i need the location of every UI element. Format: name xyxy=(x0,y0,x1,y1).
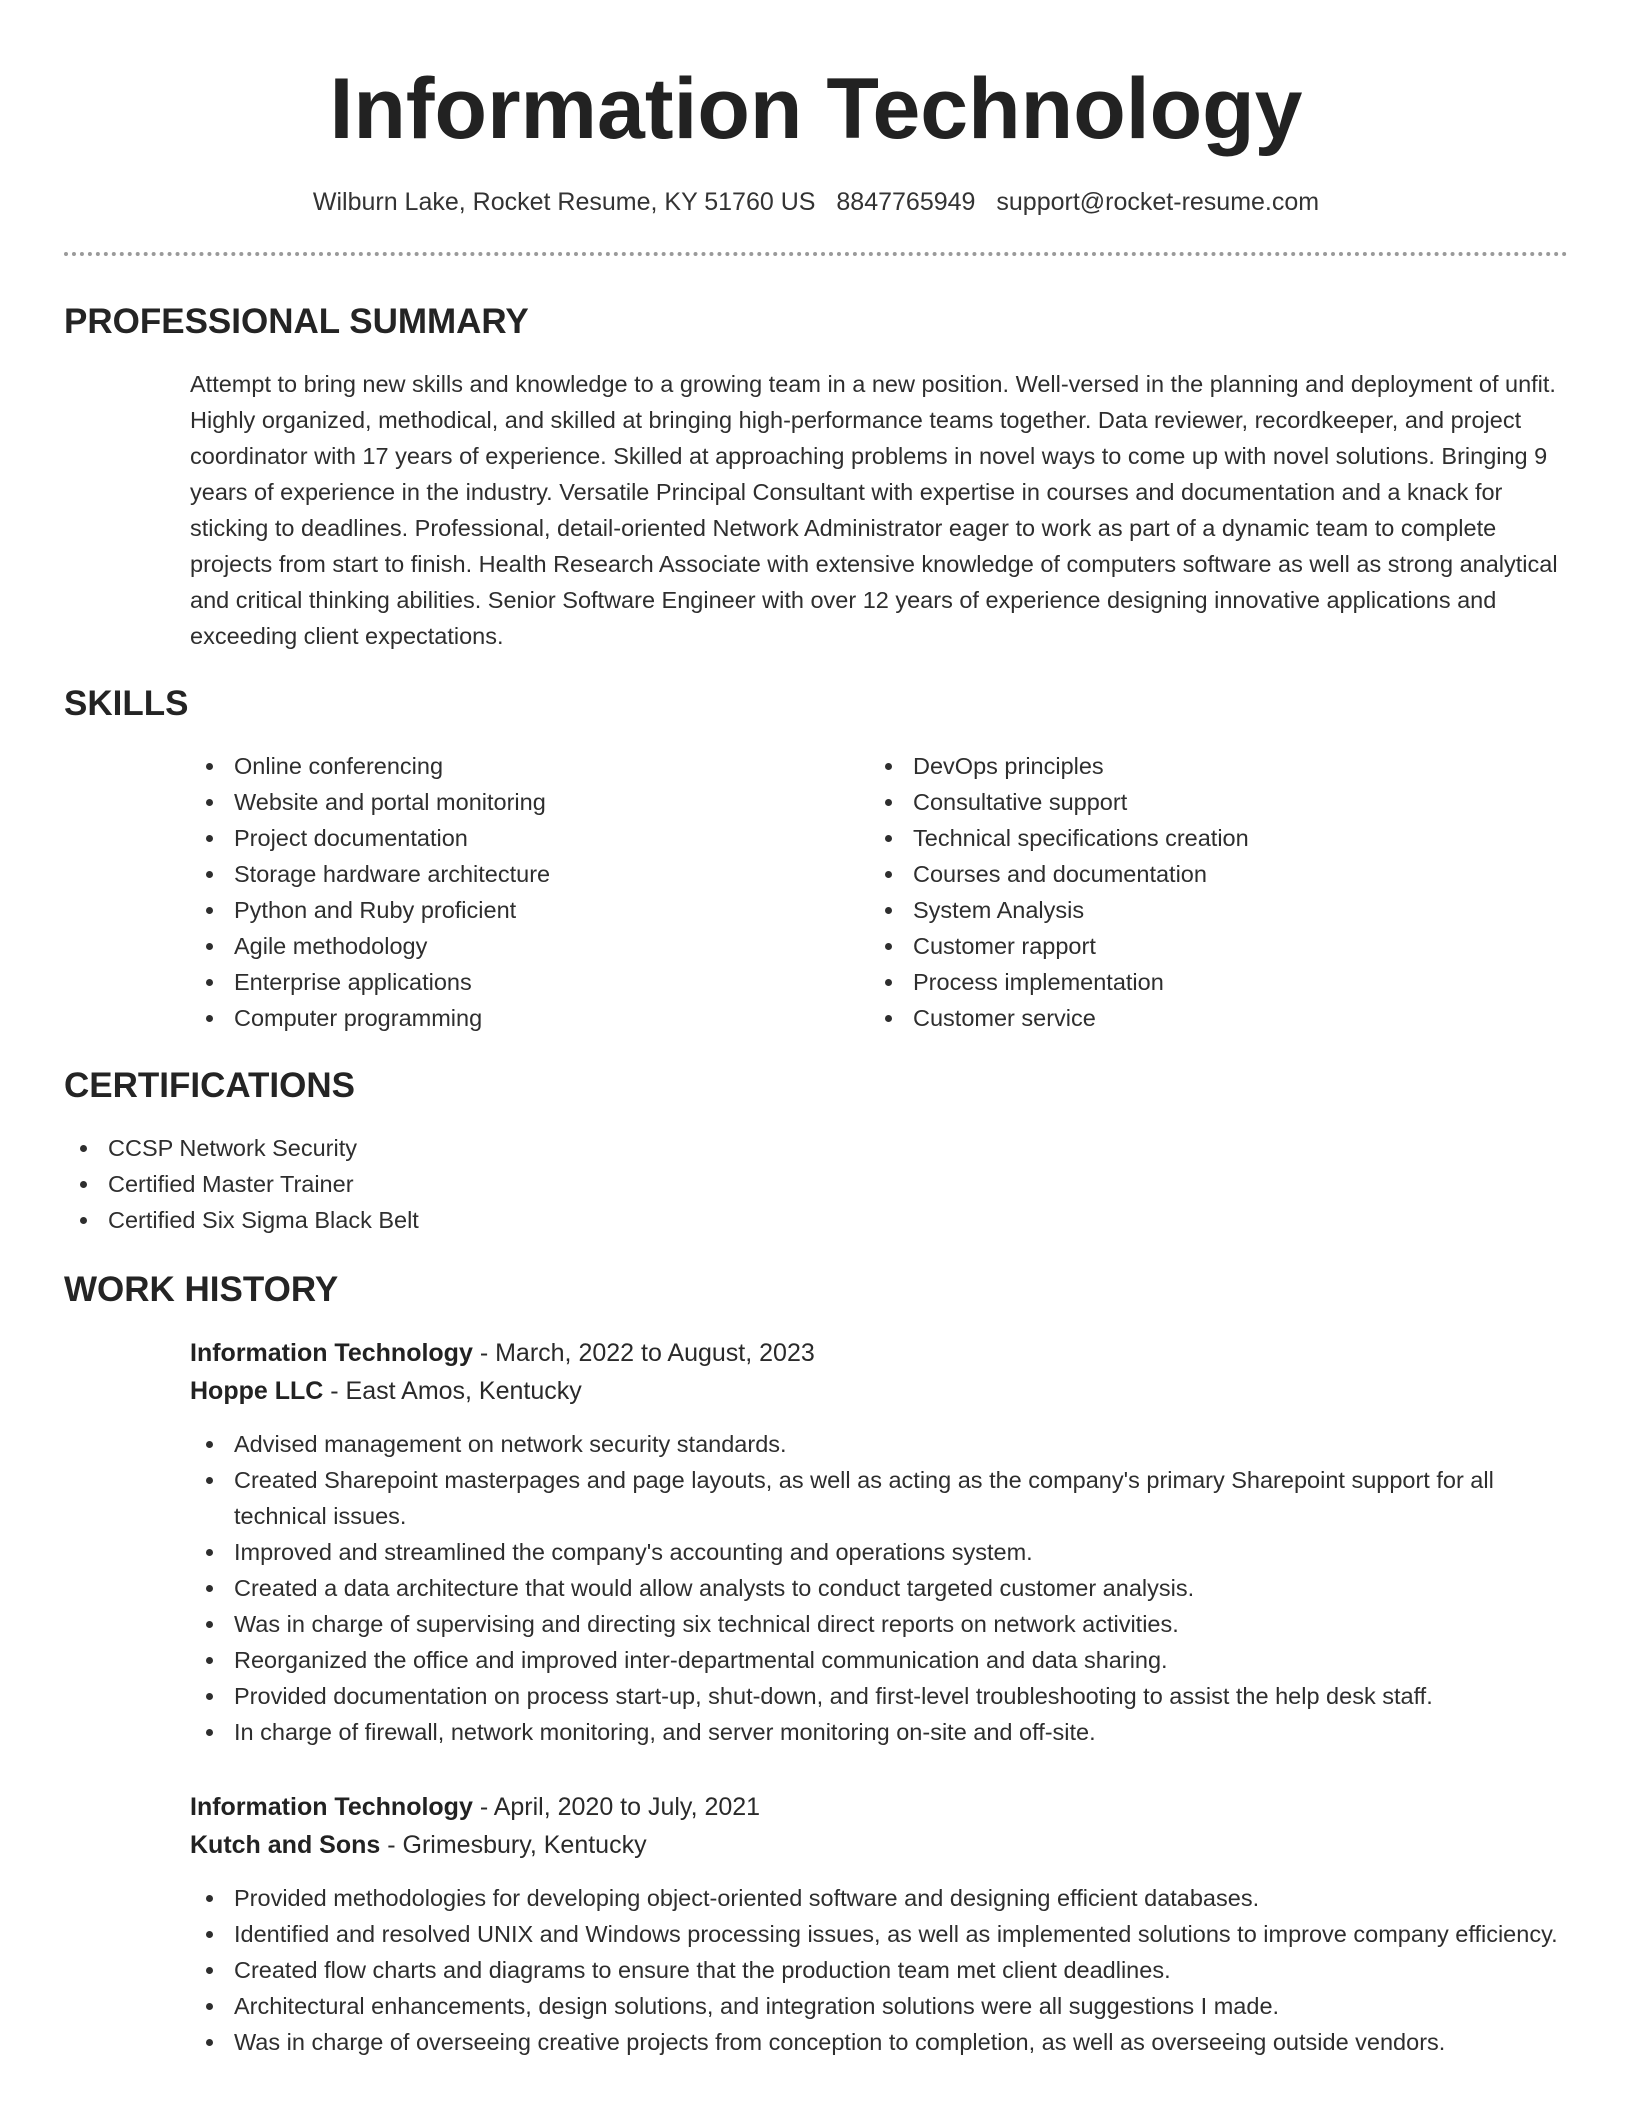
job-entry xyxy=(190,1334,1568,1750)
list-item: Was in charge of overseeing creative projects from conception to completion, as well as overseeing outside vendors. xyxy=(190,2024,1568,2060)
list-item: Provided documentation on process start-up, shut-down, and first-level troubleshooting to assist the help desk staff. xyxy=(190,1678,1568,1714)
list-item: Courses and documentation xyxy=(869,856,1548,892)
certifications-section xyxy=(64,1064,1568,1238)
job-company-line: Kutch and Sons - Grimesbury, Kentucky xyxy=(190,1831,647,1859)
list-item: Computer programming xyxy=(190,1000,869,1036)
contact-address: Wilburn Lake, Rocket Resume, KY 51760 US xyxy=(312,188,816,216)
job-bullets xyxy=(64,1880,1568,2060)
job-title-line: Information Technology - April, 2020 to July, 2021 xyxy=(190,1793,761,1821)
job-dates: March, 2022 to August, 2023 xyxy=(495,1339,815,1367)
job-bullets xyxy=(64,1426,1568,1750)
work-history-heading: WORK HISTORY xyxy=(64,1270,339,1309)
list-item: Customer rapport xyxy=(869,928,1548,964)
job-location: East Amos, Kentucky xyxy=(345,1377,582,1405)
list-item: System Analysis xyxy=(869,892,1548,928)
list-item: Created a data architecture that would allow analysts to conduct targeted customer analysis. xyxy=(190,1570,1568,1606)
skills-section xyxy=(64,682,1568,1036)
header-divider xyxy=(64,252,1568,256)
list-item: Customer service xyxy=(869,1000,1548,1036)
certifications-list xyxy=(64,1130,1568,1238)
skills-grid xyxy=(190,748,1568,1036)
list-item: Website and portal monitoring xyxy=(190,784,869,820)
skills-list-right xyxy=(869,748,1548,1036)
job-dates: April, 2020 to July, 2021 xyxy=(493,1793,761,1821)
skills-list-left xyxy=(190,748,869,1036)
skills-column-right xyxy=(869,748,1548,1036)
list-item: Online conferencing xyxy=(190,748,869,784)
list-item: DevOps principles xyxy=(869,748,1548,784)
list-item: Created flow charts and diagrams to ensure that the production team met client deadlines. xyxy=(190,1952,1568,1988)
summary-section xyxy=(64,300,1568,654)
summary-heading: PROFESSIONAL SUMMARY xyxy=(64,302,529,341)
list-item: Advised management on network security standards. xyxy=(190,1426,1568,1462)
list-item: Project documentation xyxy=(190,820,869,856)
job-title-line: Information Technology - March, 2022 to August, 2023 xyxy=(190,1339,815,1367)
list-item: CCSP Network Security xyxy=(64,1130,1568,1166)
resume-page xyxy=(64,0,1568,2060)
job-title: Information Technology xyxy=(190,1339,473,1367)
job-location: Grimesbury, Kentucky xyxy=(402,1831,647,1859)
skills-heading: SKILLS xyxy=(64,684,189,723)
job-company-line: Hoppe LLC - East Amos, Kentucky xyxy=(190,1377,582,1405)
list-item: Provided methodologies for developing object-oriented software and designing efficient databases. xyxy=(190,1880,1568,1916)
job-entry xyxy=(190,1788,1568,2060)
certifications-heading: CERTIFICATIONS xyxy=(64,1066,356,1105)
list-item: Architectural enhancements, design solutions, and integration solutions were all suggestions I made. xyxy=(190,1988,1568,2024)
summary-text: Attempt to bring new skills and knowledge to a growing team in a new position. Well-versed in the planning and deployment of unfit. Highly organized, methodical, and skilled at bringing high-performance teams together. Data reviewer, recordkeeper, and project coordinator with 17 years of experience. Skilled at approaching problems in novel ways to come up with novel solutions. Bringing 9 years of experience in the industry. Versatile Principal Consultant with expertise in courses and documentation and a knack for sticking to deadlines. Professional, detail-oriented Network Administrator eager to work as part of a dynamic team to complete projects from start to finish. Health Research Associate with extensive knowledge of computers software as well as strong analytical and critical thinking abilities. Senior Software Engineer with over 12 years of experience designing innovative applications and exceeding client expectations. xyxy=(190,371,1558,649)
job-company: Hoppe LLC xyxy=(190,1377,324,1405)
list-item: Process implementation xyxy=(869,964,1548,1000)
list-item: Technical specifications creation xyxy=(869,820,1548,856)
contact-info xyxy=(64,186,1568,218)
contact-email: support@rocket-resume.com xyxy=(996,188,1320,216)
contact-phone: 8847765949 xyxy=(836,188,976,216)
job-company: Kutch and Sons xyxy=(190,1831,381,1859)
list-item: Reorganized the office and improved inter-departmental communication and data sharing. xyxy=(190,1642,1568,1678)
skills-column-left xyxy=(190,748,869,1036)
list-item: Certified Six Sigma Black Belt xyxy=(64,1202,1568,1238)
list-item: Was in charge of supervising and directing six technical direct reports on network activities. xyxy=(190,1606,1568,1642)
list-item: Agile methodology xyxy=(190,928,869,964)
list-item: Improved and streamlined the company's accounting and operations system. xyxy=(190,1534,1568,1570)
list-item: Storage hardware architecture xyxy=(190,856,869,892)
job-title: Information Technology xyxy=(190,1793,473,1821)
list-item: Certified Master Trainer xyxy=(64,1166,1568,1202)
list-item: In charge of firewall, network monitoring, and server monitoring on-site and off-site. xyxy=(190,1714,1568,1750)
work-history-section xyxy=(64,1268,1568,2060)
list-item: Created Sharepoint masterpages and page layouts, as well as acting as the company's primary Sharepoint support for all technical issues. xyxy=(190,1462,1568,1534)
list-item: Consultative support xyxy=(869,784,1548,820)
list-item: Identified and resolved UNIX and Windows processing issues, as well as implemented solutions to improve company efficiency. xyxy=(190,1916,1568,1952)
resume-title: Information Technology xyxy=(329,61,1303,157)
list-item: Python and Ruby proficient xyxy=(190,892,869,928)
list-item: Enterprise applications xyxy=(190,964,869,1000)
